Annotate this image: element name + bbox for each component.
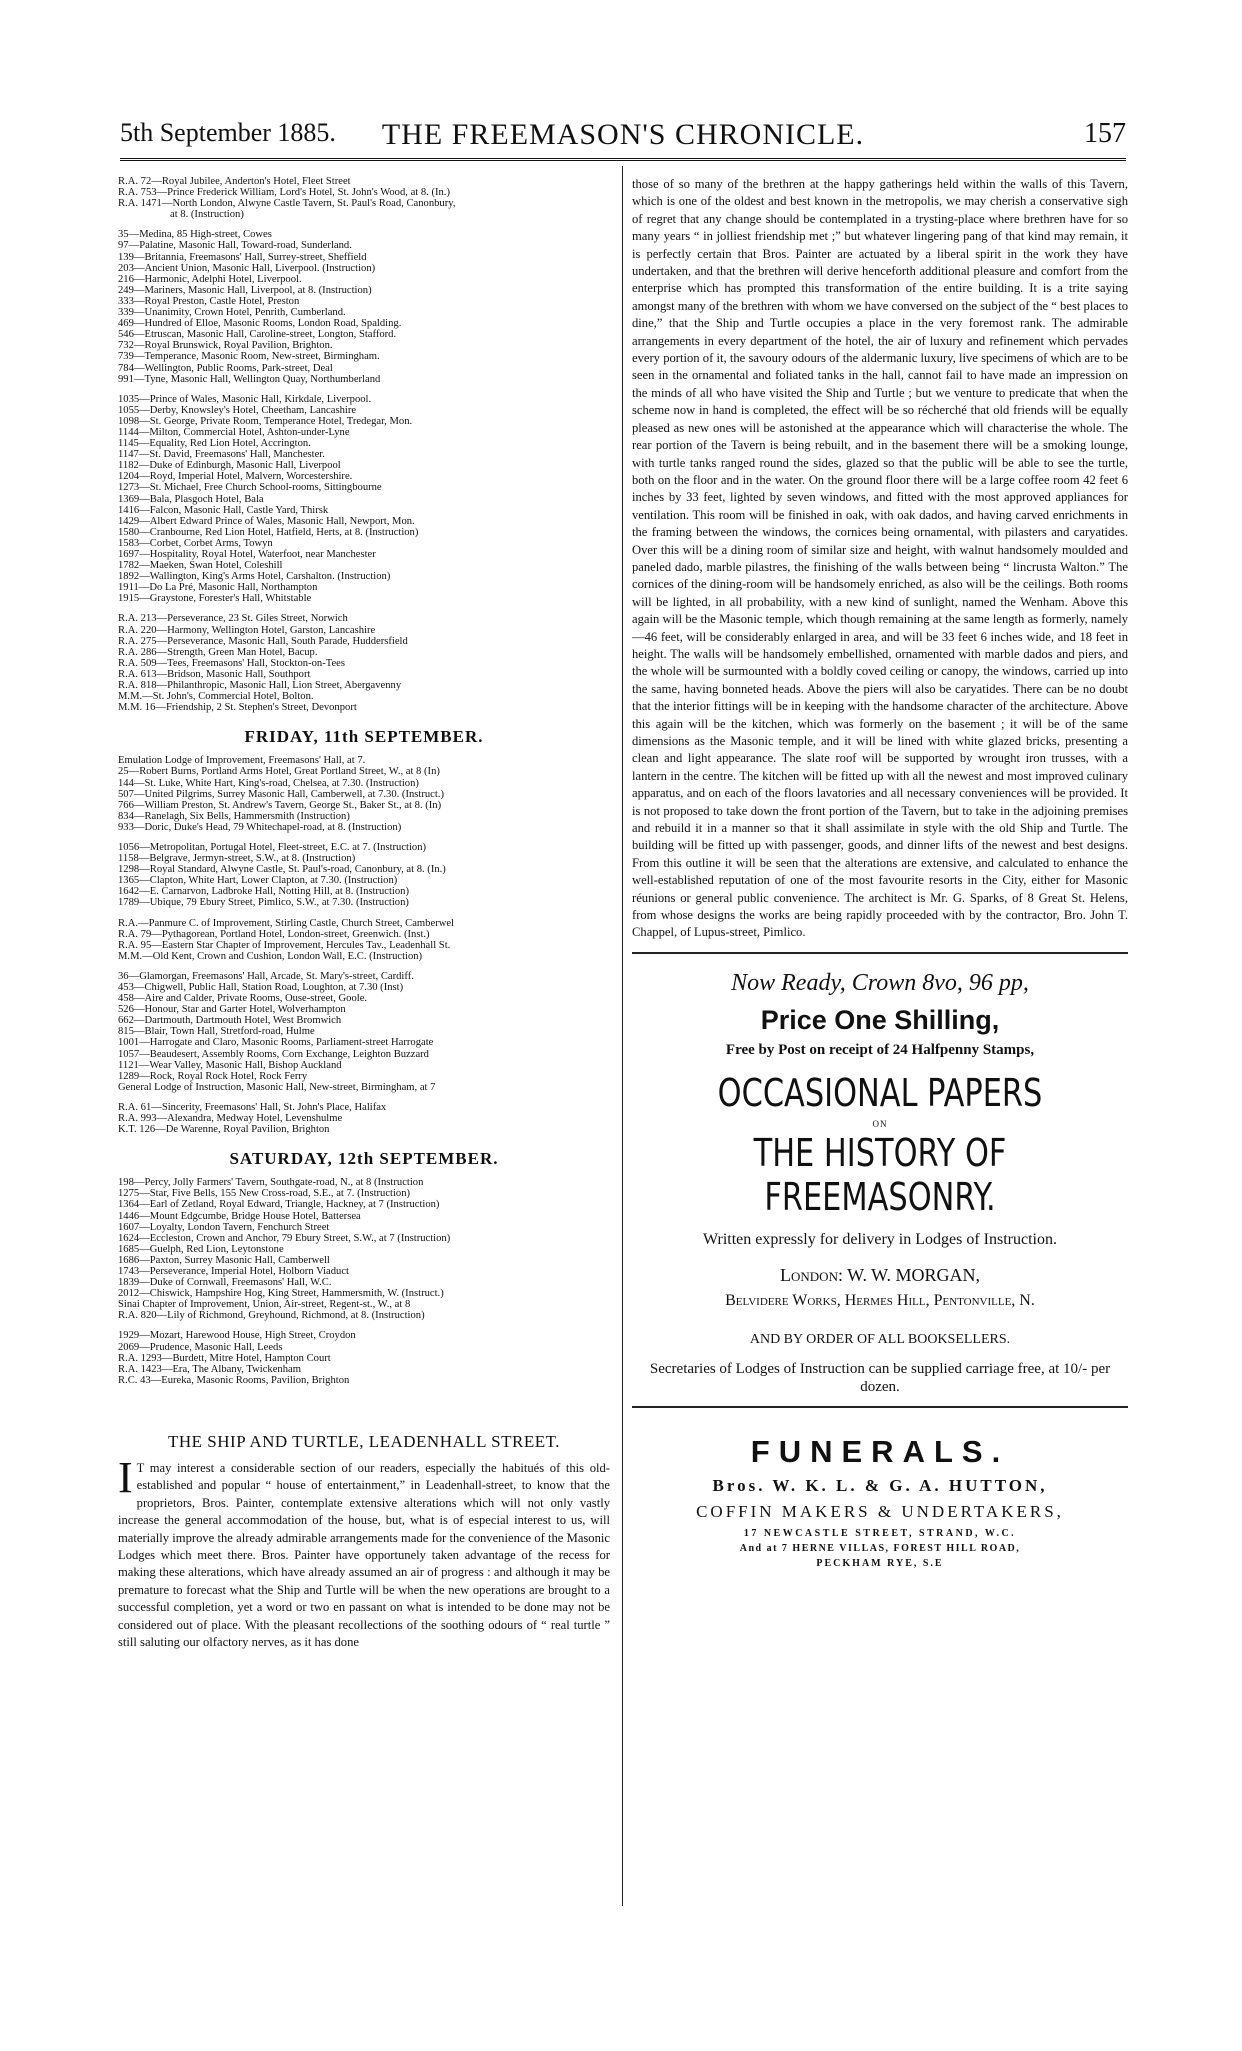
lodge-entry: R.C. 43—Eureka, Masonic Rooms, Pavilion, Brighton [118, 1374, 350, 1386]
lodge-entry: R.A. 95—Eastern Star Chapter of Improvement, Hercules Tav., Leadenhall St. [118, 939, 451, 951]
lodge-entry: 1892—Wallington, King's Arms Hotel, Carshalton. (Instruction) [118, 571, 391, 583]
lodge-entry: 1446—Mount Edgcumbe, Bridge House Hotel, Battersea [118, 1210, 361, 1222]
lodge-entry: 1743—Perseverance, Imperial Hotel, Holborn Viaduct [118, 1265, 349, 1277]
lodge-entry: Emulation Lodge of Improvement, Freemasons' Hall, at 7. [118, 755, 366, 767]
lodge-entry: 739—Temperance, Masonic Room, New-street, Birmingham. [118, 351, 380, 363]
lodge-entry: R.A. 993—Alexandra, Medway Hotel, Levenshulme [118, 1113, 343, 1125]
list-gap [118, 1093, 610, 1102]
right-column [632, 176, 1128, 1569]
ad-price: Price One Shilling, [760, 1004, 1000, 1035]
lodge-entry: 1583—Corbet, Corbet Arms, Towyn [118, 537, 273, 549]
page-header [120, 118, 1126, 158]
ad-occasional-papers: OCCASIONAL PAPERS [717, 1070, 1043, 1115]
lodge-entry: 339—Unanimity, Crown Hotel, Penrith, Cumberland. [118, 307, 346, 319]
lodge-entry: R.A. 753—Prince Frederick William, Lord's Hotel, St. John's Wood, at 8. (In.) [118, 187, 450, 199]
lodge-entry: R.A. 613—Bridson, Masonic Hall, Southport [118, 668, 311, 680]
lodge-entry: 933—Doric, Duke's Head, 79 Whitechapel-road, at 8. (Instruction) [118, 821, 402, 833]
friday-heading: FRIDAY, 11th SEPTEMBER. [244, 727, 484, 747]
lodge-entry: R.A. 1293—Burdett, Mitre Hotel, Hampton Court [118, 1352, 331, 1364]
list-gap [118, 1321, 610, 1330]
lodge-entry: 458—Aire and Calder, Private Rooms, Ouse-street, Goole. [118, 993, 368, 1005]
lodge-entry: 662—Dartmouth, Dartmouth Hotel, West Bromwich [118, 1015, 342, 1027]
list-gap [118, 604, 610, 613]
list-gap [118, 909, 610, 918]
lodge-entry: General Lodge of Instruction, Masonic Hall, New-street, Birmingham, at 7 [118, 1081, 436, 1093]
ad-divider-2 [632, 1406, 1128, 1408]
saturday-lodge-list [118, 1177, 610, 1386]
lodge-entry: 1929—Mozart, Harewood House, High Street, Croydon [118, 1330, 356, 1342]
lodge-entry: M.M.—Old Kent, Crown and Cushion, London Wall, E.C. (Instruction) [118, 950, 423, 962]
lodge-entry: 1001—Harrogate and Claro, Masonic Rooms, Parliament-street Harrogate [118, 1037, 434, 1049]
lodge-entry: R.A.—Panmure C. of Improvement, Stirling Castle, Church Street, Camberwel [118, 917, 454, 929]
lodge-entry: 1298—Royal Standard, Alwyne Castle, St. Paul's-road, Canonbury, at 8. (In.) [118, 864, 446, 876]
lodge-entry: 1144—Milton, Commercial Hotel, Ashton-under-Lyne [118, 426, 350, 438]
lodge-entry: 1369—Bala, Plasgoch Hotel, Bala [118, 493, 264, 505]
funerals-address-2: And at 7 HERNE VILLAS, FOREST HILL ROAD, [739, 1542, 1021, 1554]
list-gap [118, 833, 610, 842]
lodge-entry: 1275—Star, Five Bells, 155 New Cross-road, S.E., at 7. (Instruction) [118, 1188, 411, 1200]
funerals-bros: Bros. W. K. L. & G. A. HUTTON, [712, 1475, 1048, 1495]
lodge-entry: 1098—St. George, Private Room, Temperance Hotel, Tredegar, Mon. [118, 415, 413, 427]
page-number: 157 [1084, 118, 1126, 149]
lodge-entry: Sinai Chapter of Improvement, Union, Air-street, Regent-st., W., at 8 [118, 1299, 411, 1311]
funerals-address-1: 17 NEWCASTLE STREET, STRAND, W.C. [743, 1527, 1017, 1539]
lodge-entry: 97—Palatine, Masonic Hall, Toward-road, Sunderland. [118, 240, 352, 252]
lodge-entry: 784—Wellington, Public Rooms, Park-street, Deal [118, 362, 333, 374]
ad-free-post: Free by Post on receipt of 24 Halfpenny Stamps, [725, 1041, 1035, 1058]
lodge-entry: M.M. 16—Friendship, 2 St. Stephen's Street, Devonport [118, 702, 357, 714]
header-rule [120, 158, 1126, 161]
ad-publisher-address: Belvidere Works, Hermes Hill, Pentonville, N. [725, 1291, 1035, 1309]
list-gap [118, 385, 610, 394]
lodge-entry: 139—Britannia, Freemasons' Hall, Surrey-street, Sheffield [118, 251, 367, 263]
lodge-entry: 526—Honour, Star and Garter Hotel, Wolverhampton [118, 1004, 346, 1016]
lodge-entry: R.A. 1471—North London, Alwyne Castle Tavern, St. Paul's Road, Canonbury, [118, 198, 456, 210]
lodge-entry: R.A. 61—Sincerity, Freemasons' Hall, St. John's Place, Halifax [118, 1101, 387, 1113]
funerals-coffin: COFFIN MAKERS & UNDERTAKERS, [696, 1501, 1064, 1521]
book-advertisement [632, 970, 1128, 1396]
lodge-entry: 1289—Rock, Royal Rock Hotel, Rock Ferry [118, 1070, 308, 1082]
lodge-entry: R.A. 79—Pythagorean, Portland Hotel, London-street, Greenwich. (Inst.) [118, 928, 430, 940]
lodge-entry: R.A. 818—Philanthropic, Masonic Hall, Lion Street, Abergavenny [118, 680, 402, 692]
ad-on: ON [872, 1118, 888, 1129]
lodge-entry: R.A. 820—Lily of Richmond, Greyhound, Richmond, at 8. (Instruction) [118, 1310, 425, 1322]
lodge-entry: R.A. 72—Royal Jubilee, Anderton's Hotel, Fleet Street [118, 176, 351, 187]
lodge-entry: 1782—Maeken, Swan Hotel, Coleshill [118, 560, 283, 572]
article-text-right: those of so many of the brethren at the happy gatherings held within the walls of this Tavern, which is one of the oldest and best known in the metropolis, we may cherish a conservative sigh of regret that any change should be contemplated in a trysting-place where brethren have for so many years “ in jolliest friendship met ;” but whatever lingering pang of that kind may remain, it is perfectly certain that Bros. Painter are actuated by a liberal spirit in the work they have undertaken, and that the brethren will derive henceforth additional pleasure and comfort from the enterprise which has prompted this transformation of the entire building. It is a trite saying amongst many of the brethren with whom we have conversed on the subject of the “ best places to dine,” that the Ship and Turtle occupies a place in the very foremost rank. The admirable arrangements in every department of the hotel, the air of luxury and refinement which pervades every portion of it, the savoury odours of the aldermanic luxury, live specimens of which are to be seen in the ornamental and foliated tanks in the hall, cannot fail to have made an impression on the minds of all who have visited the Ship and Turtle ; but we venture to predicate that when the scheme now in hand is completed, the effect will be so récherché that old friends will be equally pleased as new ones will be astonished at the appearance which will characterise the whole. The rear portion of the Tavern is being rebuilt, and in the basement there will be a smoking lounge, with turtle tanks ranged round the sides, glazed so that the public will be able to see the turtle, both on the floor and in the water. On the ground floor there will be a large coffee room 42 feet 6 inches by 33 feet, lighted by seven windows, and fitted with the most approved appliances for ventilation. This room will be finished in oak, with oak dados, and having carved enrichments in the framing between the windows, the cornices being ornamental, with pilasters and caryatides. Over this will be a dining room of similar size and height, with walnut handsomely moulded and paneled dado, marble pilastres, the finishing of the walls between being “ lincrusta Walton.” The cornices of the dining-room will be handsomely enriched, as also will be the ceilings. Both rooms will be lighted, in all probability, with a new kind of sunlight, named the Wenham. Above this again will be the Masonic temple, which though remaining at the same length as formerly, namely—46 feet, will be considerably enlarged in area, and will be 33 feet 6 inches wide, and 18 feet in height. The walls will be handsomely embellished, ornamented with marble dados and piers, and the whole will be surmounted with a boldly coved ceiling or canopy, the windows, carried up into the same, having bonneted heads. Above the piers will also be caryatides. There can be no doubt that the interior fittings will be in keeping with the handsome character of the architecture. Above this again will be the kitchen, which was formerly on the basement ; it will be of the same dimensions as the Masonic temple, and it will be lined with white glazed bricks, presenting a clean and light appearance. The slate roof will be supported by wrought iron trusses, with a lantern in the centre. The kitchen will be fitted up with all the newest and most improved culinary apparatus, and on each of the floors lavatories and all necessary conveniences will be provided. It is not proposed to take down the front portion of the Tavern, but to take in the adjoining premises and rebuild it in a manner so that it shall assimilate in style with the old Ship and Turtle. The building will be fitted up with passenger, goods, and dinner lifts of the newest and best designs. From this outline it will be seen that the alterations are extensive, and calculated to enhance the well-established reputation of one of the most favourite resorts in the City, either for Masonic réunions or general public convenience. The architect is Mr. G. Sparks, of 8 Great St. Helens, from whose designs the works are being rapidly proceeded with by the contractor, Bro. John T. Chappel, of Lupus-street, Pimlico. [632, 177, 1128, 940]
lodge-entry: 1607—Loyalty, London Tavern, Fenchurch Street [118, 1221, 330, 1233]
funerals-title: FUNERALS. [750, 1433, 1010, 1469]
lodge-entry: 35—Medina, 85 High-street, Cowes [118, 229, 272, 241]
lodge-entry: 815—Blair, Town Hall, Stretford-road, Hulme [118, 1026, 315, 1038]
lodge-entry: 144—St. Luke, White Hart, King's-road, Chelsea, at 7.30. (Instruction) [118, 777, 419, 789]
ad-written: Written expressly for delivery in Lodges of Instruction. [703, 1230, 1057, 1248]
lodge-entry: 1121—Wear Valley, Masonic Hall, Bishop Auckland [118, 1059, 342, 1071]
left-column [118, 176, 610, 1651]
lodge-entry: 732—Royal Brunswick, Royal Pavilion, Brighton. [118, 340, 333, 352]
lodge-entry: 1364—Earl of Zetland, Royal Edward, Triangle, Hackney, at 7 (Instruction) [118, 1199, 440, 1211]
lodge-entry: 507—United Pilgrims, Surrey Masonic Hall, Camberwell, at 7.30. (Instruct.) [118, 788, 444, 800]
article-text-left: T may interest a considerable section of our readers, especially the habitués of this old-established and popular “ house of entertainment,” in Leadenhall-street, to know that the proprietors, Bros. Painter, contemplate extensive alterations which will not only vastly increase the general accommodation of the house, but, what is of especial interest to us, will materially improve the already admirable arrangements made for the convenience of the Masonic Lodges which meet there. Bros. Painter have opportunely taken advantage of the recess for making these alterations, which have already assumed an air of progress : and although it may be premature to forecast what the Ship and Turtle will be when the new operations are brought to a successful completion, yet a word or two en passant on what is intended to be done may not be considered out of place. With the pleasant recollections of the soothing odours of “ real turtle ” still saluting our olfactory nerves, as it has done [118, 1460, 610, 1649]
masthead-title: THE FREEMASON'S CHRONICLE. [381, 118, 865, 151]
lodge-entry: 1911—Do La Pré, Masonic Hall, Northampton [118, 582, 318, 594]
lodge-entry: 1580—Cranbourne, Red Lion Hotel, Hatfield, Herts, at 8. (Instruction) [118, 526, 419, 538]
column-divider [622, 166, 623, 1906]
lodge-entry: 1686—Paxton, Surrey Masonic Hall, Camberwell [118, 1254, 330, 1266]
thursday-lodge-list [118, 176, 610, 713]
lodge-entry: 203—Ancient Union, Masonic Hall, Liverpool. (Instruction) [118, 262, 376, 274]
lodge-entry: 198—Percy, Jolly Farmers' Tavern, Southgate-road, N., at 8 (Instruction [118, 1177, 424, 1189]
lodge-entry: R.A. 213—Perseverance, 23 St. Giles Street, Norwich [118, 613, 348, 625]
lodge-entry: 1145—Equality, Red Lion Hotel, Accrington. [118, 438, 311, 450]
lodge-entry: 1158—Belgrave, Jermyn-street, S.W., at 8. (Instruction) [118, 853, 356, 865]
lodge-entry: 546—Etruscan, Masonic Hall, Caroline-street, Longton, Stafford. [118, 329, 397, 341]
lodge-entry: 1182—Duke of Edinburgh, Masonic Hall, Liverpool [118, 460, 341, 472]
lodge-entry: 36—Glamorgan, Freemasons' Hall, Arcade, St. Mary's-street, Cardiff. [118, 970, 414, 982]
ad-divider-1 [632, 952, 1128, 954]
lodge-entry: 1642—E. Carnarvon, Ladbroke Hall, Notting Hill, at 8. (Instruction) [118, 886, 409, 898]
funerals-address-3: PECKHAM RYE, S.E [816, 1557, 944, 1569]
lodge-entry: 1035—Prince of Wales, Masonic Hall, Kirkdale, Liverpool. [118, 393, 372, 405]
lodge-entry: R.A. 275—Perseverance, Masonic Hall, South Parade, Huddersfield [118, 635, 408, 647]
lodge-entry: R.A. 220—Harmony, Wellington Hotel, Garston, Lancashire [118, 624, 376, 636]
friday-lodge-list [118, 755, 610, 1135]
lodge-entry: 1789—Ubique, 79 Ebury Street, Pimlico, S.W., at 7.30. (Instruction) [118, 897, 409, 909]
lodge-entry: M.M.—St. John's, Commercial Hotel, Bolton. [118, 691, 314, 703]
lodge-entry: 2069—Prudence, Masonic Hall, Leeds [118, 1341, 283, 1353]
lodge-entry: 1429—Albert Edward Prince of Wales, Masonic Hall, Newport, Mon. [118, 515, 415, 527]
lodge-entry: 249—Mariners, Masonic Hall, Liverpool, at 8. (Instruction) [118, 284, 372, 296]
list-gap [118, 962, 610, 971]
lodge-entry: 1273—St. Michael, Free Church School-rooms, Sittingbourne [118, 482, 382, 494]
lodge-entry: 1055—Derby, Knowsley's Hotel, Cheetham, Lancashire [118, 404, 357, 416]
lodge-entry: 333—Royal Preston, Castle Hotel, Preston [118, 295, 300, 307]
lodge-entry: 1057—Beaudesert, Assembly Rooms, Corn Exchange, Leighton Buzzard [118, 1048, 429, 1060]
ad-history-title: THE HISTORY OF FREEMASONRY. [753, 1130, 1007, 1219]
lodge-entry: 2012—Chiswick, Hampshire Hog, King Street, Hammersmith, W. (Instruct.) [118, 1288, 444, 1300]
list-gap [118, 220, 610, 229]
ad-secretaries: Secretaries of Lodges of Instruction can be supplied carriage free, at 10/- per dozen. [649, 1360, 1111, 1395]
lodge-entry: 1685—Guelph, Red Lion, Leytonstone [118, 1243, 284, 1255]
lodge-entry: 1839—Duke of Cornwall, Freemasons' Hall, W.C. [118, 1277, 332, 1289]
lodge-entry: 991—Tyne, Masonic Hall, Wellington Quay, Northumberland [118, 373, 381, 385]
lodge-entry: 1204—Royd, Imperial Hotel, Malvern, Worcestershire. [118, 471, 353, 483]
lodge-entry: 25—Robert Burns, Portland Arms Hotel, Great Portland Street, W., at 8 (In) [118, 766, 440, 778]
lodge-entry: 766—William Preston, St. Andrew's Tavern, George St., Baker St., at 8. (In) [118, 799, 442, 811]
article-dropcap: I [118, 1452, 133, 1502]
lodge-entry: R.A. 509—Tees, Freemasons' Hall, Stockton-on-Tees [118, 657, 345, 669]
lodge-entry: 453—Chigwell, Public Hall, Station Road, Loughton, at 7.30 (Inst) [118, 982, 404, 993]
lodge-entry: R.A. 1423—Era, The Albany, Twickenham [118, 1363, 301, 1375]
lodge-entry: 1056—Metropolitan, Portugal Hotel, Fleet-street, E.C. at 7. (Instruction) [118, 841, 427, 853]
lodge-entry: 1147—St. David, Freemasons' Hall, Manchester. [118, 449, 325, 461]
lodge-entry: K.T. 126—De Warenne, Royal Pavilion, Brighton [118, 1124, 330, 1136]
saturday-heading: SATURDAY, 12th SEPTEMBER. [229, 1149, 499, 1169]
article-title: THE SHIP AND TURTLE, LEADENHALL STREET. [168, 1431, 560, 1451]
lodge-entry: 1416—Falcon, Masonic Hall, Castle Yard, Thirsk [118, 504, 329, 516]
lodge-entry: 1624—Eccleston, Crown and Anchor, 79 Ebury Street, S.W., at 7 (Instruction) [118, 1232, 451, 1244]
ad-publisher: London: W. W. MORGAN, [780, 1264, 980, 1285]
lodge-entry: 834—Ranelagh, Six Bells, Hammersmith (Instruction) [118, 810, 350, 822]
issue-date: 5th September 1885. [120, 118, 336, 147]
lodge-entry: at 8. (Instruction) [170, 209, 244, 221]
ad-now-ready: Now Ready, Crown 8vo, 96 pp, [731, 969, 1029, 996]
lodge-entry: 469—Hundred of Elloe, Masonic Rooms, London Road, Spalding. [118, 318, 402, 330]
ad-booksellers: AND BY ORDER OF ALL BOOKSELLERS. [749, 1331, 1011, 1347]
lodge-entry: 1915—Graystone, Forester's Hall, Whitstable [118, 593, 312, 605]
funerals-advertisement [632, 1434, 1128, 1569]
article-body-left [118, 1452, 610, 1651]
lodge-entry: 1697—Hospitality, Royal Hotel, Waterfoot, near Manchester [118, 549, 376, 560]
lodge-entry: 216—Harmonic, Adelphi Hotel, Liverpool. [118, 273, 302, 285]
lodge-entry: R.A. 286—Strength, Green Man Hotel, Bacup. [118, 646, 318, 658]
lodge-entry: 1365—Clapton, White Hart, Lower Clapton, at 7.30. (Instruction) [118, 875, 398, 887]
